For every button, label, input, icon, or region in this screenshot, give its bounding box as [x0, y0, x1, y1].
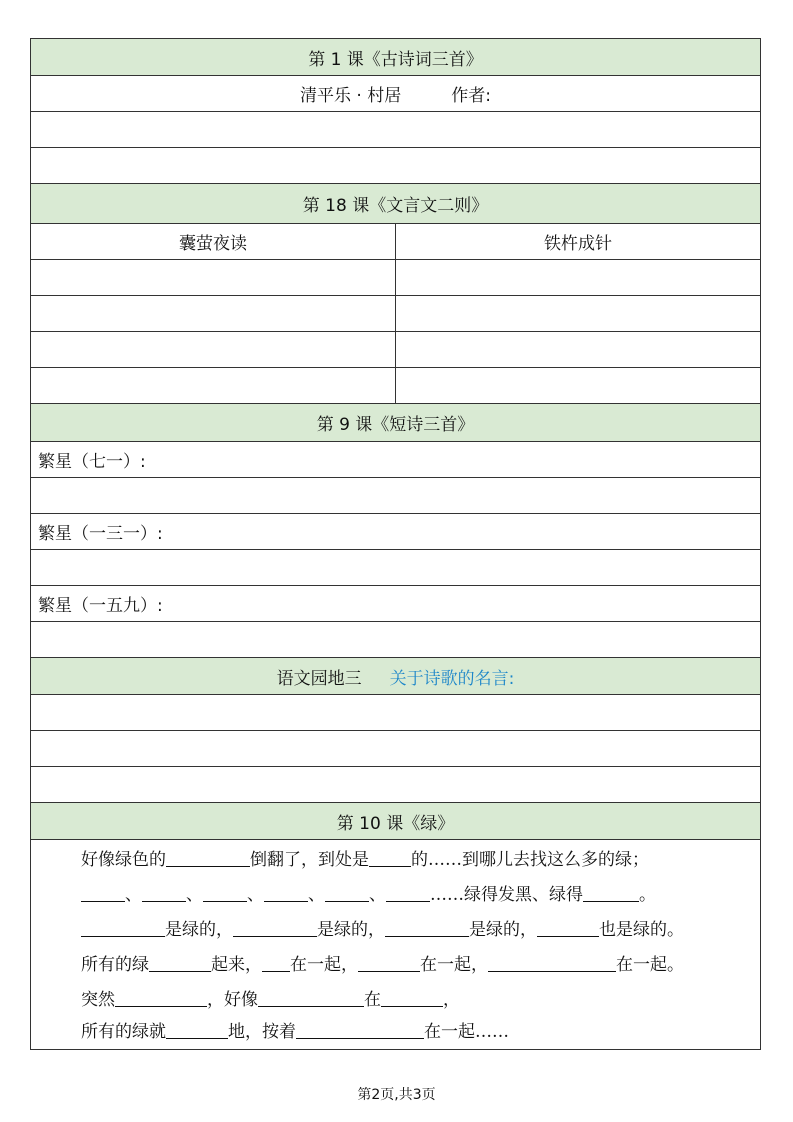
blank[interactable]: [142, 881, 186, 902]
blank[interactable]: [488, 951, 616, 972]
lesson9-poem3-row: [31, 586, 760, 622]
blank[interactable]: [358, 951, 420, 972]
lesson1-author-label: 作者:: [451, 86, 491, 106]
writing-line[interactable]: [31, 622, 760, 658]
lesson18-header: [31, 184, 760, 224]
two-column-writing-row[interactable]: [31, 332, 760, 368]
fill-line-4: 所有的绿 起来， 在一起， 在一起， 在一起。: [81, 949, 684, 982]
lesson18-columns-row: [31, 224, 760, 260]
blank[interactable]: [262, 951, 290, 972]
garden-title: 语文园地三: [276, 668, 362, 689]
lesson10-title: 第 10 课《绿》: [336, 813, 455, 834]
page-number: 第2页,共3页: [357, 1087, 436, 1103]
poem3-label: 繁星（一五九）:: [38, 596, 163, 616]
two-column-writing-row[interactable]: [31, 368, 760, 404]
lesson1-header: [31, 39, 760, 76]
lesson9-header: [31, 404, 760, 442]
lesson9-poem1-row: [31, 442, 760, 478]
fill-line-2: 、 、 、 、 、 ……绿得发黑、绿得 。: [81, 879, 656, 912]
blank[interactable]: [296, 1018, 424, 1039]
lesson1-poem-row: [31, 76, 760, 112]
blank[interactable]: [385, 916, 469, 937]
lesson9-poem2-row: [31, 514, 760, 550]
column-left-title: 囊萤夜读: [179, 234, 247, 254]
fill-line-5: 突然 ，好像 在 ，: [81, 984, 460, 1017]
blank[interactable]: [583, 881, 639, 902]
lesson9-title: 第 9 课《短诗三首》: [316, 415, 475, 435]
writing-line[interactable]: [31, 767, 760, 803]
two-column-writing-row[interactable]: [31, 260, 760, 296]
blank[interactable]: [81, 916, 165, 937]
writing-line[interactable]: [31, 478, 760, 514]
garden-subtitle: 关于诗歌的名言:: [389, 668, 515, 689]
blank[interactable]: [81, 881, 125, 902]
blank[interactable]: [325, 881, 369, 902]
blank[interactable]: [166, 846, 250, 867]
writing-line[interactable]: [31, 112, 760, 148]
blank[interactable]: [369, 846, 411, 867]
worksheet-table: [30, 38, 761, 1050]
writing-line[interactable]: [31, 148, 760, 184]
blank[interactable]: [381, 986, 443, 1007]
blank[interactable]: [537, 916, 599, 937]
writing-line[interactable]: [31, 695, 760, 731]
lesson1-poem-title: 清平乐 · 村居: [300, 86, 402, 106]
blank[interactable]: [264, 881, 308, 902]
writing-line[interactable]: [31, 550, 760, 586]
writing-line[interactable]: [31, 731, 760, 767]
lesson10-header: [31, 803, 760, 840]
blank[interactable]: [386, 881, 430, 902]
blank[interactable]: [149, 951, 211, 972]
poem2-label: 繁星（一三一）:: [38, 524, 163, 544]
poem1-label: 繁星（七一）:: [38, 452, 146, 472]
fill-line-3: 是绿的， 是绿的， 是绿的， 也是绿的。: [81, 914, 684, 947]
two-column-writing-row[interactable]: [31, 296, 760, 332]
blank[interactable]: [258, 986, 364, 1007]
blank[interactable]: [115, 986, 207, 1007]
garden-header: [31, 658, 760, 695]
fill-line-6: 所有的绿就 地，按着 在一起……: [81, 1016, 509, 1049]
fill-line-1: 好像绿色的 倒翻了，到处是 的……到哪儿去找这么多的绿；: [81, 844, 649, 877]
blank[interactable]: [203, 881, 247, 902]
lesson18-title: 第 18 课《文言文二则》: [302, 196, 489, 216]
column-right-title: 铁杵成针: [544, 234, 612, 254]
blank[interactable]: [166, 1018, 228, 1039]
lesson10-fill-in-text: [31, 840, 760, 1050]
blank[interactable]: [233, 916, 317, 937]
lesson1-title: 第 1 课《古诗词三首》: [308, 49, 483, 70]
